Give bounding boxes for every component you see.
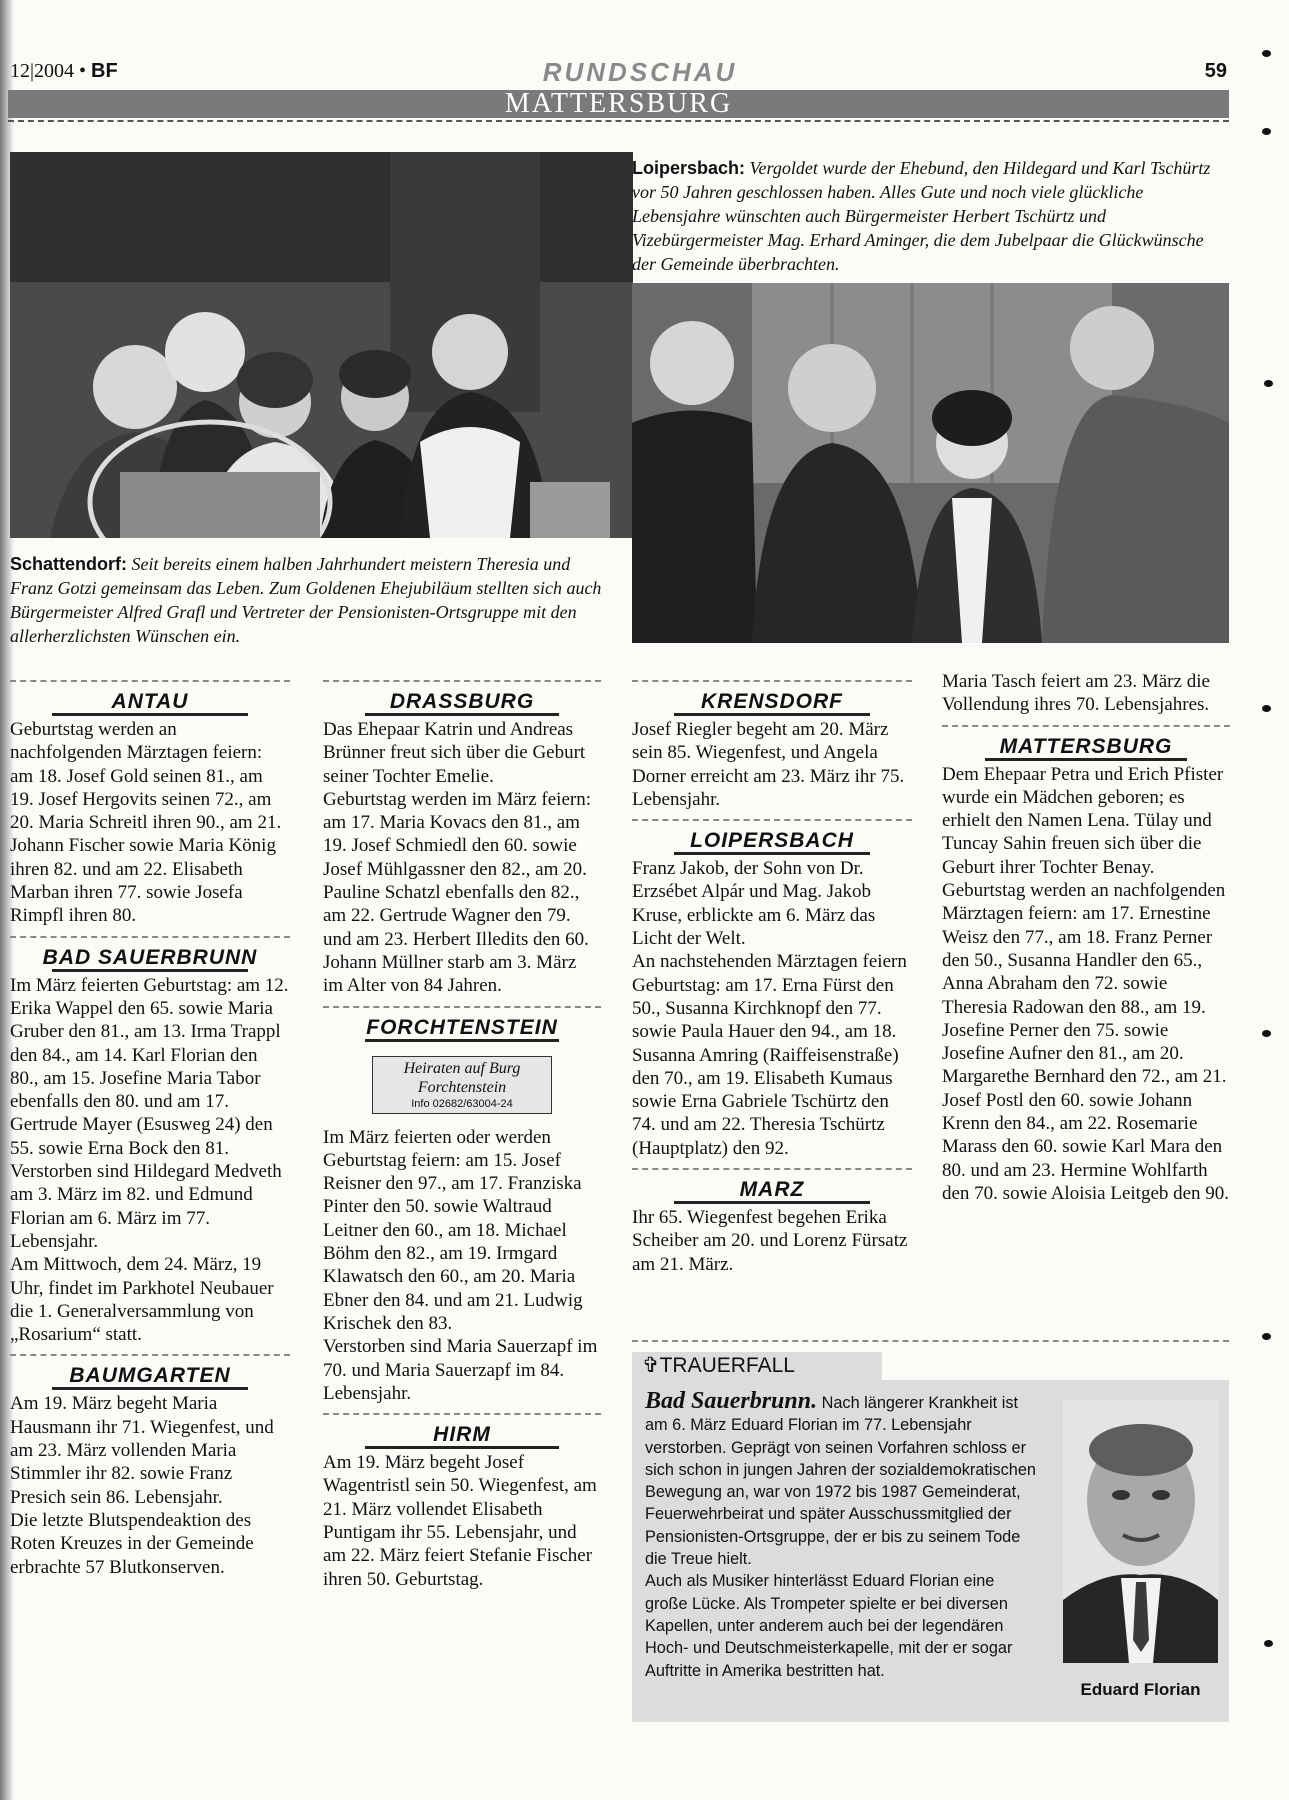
schattendorf-caption <box>10 552 615 648</box>
drassburg-text-2: Geburtstag werden im März feiern: am 17. Maria Kovacs den 81., am 19. Josef Schmiedl den 60. sowie Josef Mühlgassner den 82., am 20. Pauline Schatzl ebenfalls den 82., am 22. Gertrude Wagner den 79. und am 23. Herbert Illedits den 60. <box>323 788 592 950</box>
heading-krensdorf <box>632 680 912 716</box>
loipersbach-photo <box>632 283 1229 643</box>
issue-number: 12|2004 <box>10 60 75 82</box>
heading-baumgarten <box>10 1354 290 1390</box>
issue-label <box>10 60 118 83</box>
krensdorf-text: Josef Riegler begeht am 20. März sein 85. Wiegenfest, und Angela Dorner erreicht am 23. März ihr 75. Lebensjahr. <box>632 719 905 810</box>
issue-bullet: • <box>79 60 87 82</box>
castle-wedding-ad <box>372 1056 552 1114</box>
scan-mark <box>1262 50 1271 57</box>
drassburg-text-1: Das Ehepaar Katrin und Andreas Brünner freut sich über die Geburt seiner Tochter Emelie. <box>323 719 586 787</box>
heading-drassburg-label: DRASSBURG <box>384 690 540 713</box>
mattersburg-text-1: Dem Ehepaar Petra und Erich Pfister wurde ein Mädchen geboren; es erhielt den Namen Lena. Tülay und Tuncay Sahin freuen sich über die Geburt ihrer Tochter Benay. <box>942 763 1224 878</box>
schattendorf-photo <box>10 152 633 538</box>
loipersbach-caption-text: Vergoldet wurde der Ehebund, den Hildegard und Karl Tschürtz vor 50 Jahren geschlossen haben. Alles Gute und noch viele glückliche Lebensjahre wünschten auch Bürgermeister Herbert Tschürtz und Vizebürgermeister Mag. Erhard Aminger, die dem Jubelpaar die Glückwünsche der Gemeinde überbrachten. <box>632 158 1211 274</box>
schattendorf-caption-text: Seit bereits einem halben Jahrhundert meistern Theresia und Franz Gotzi gemeinsam das Leben. Zum Goldenen Ehejubiläum stellten sich auch Bürgermeister Alfred Grafl und Vertreter der Pensionisten-Ortsgruppe mit den allerherzlichsten Wünschen ein. <box>10 554 602 646</box>
heading-loipersbach-label: LOIPERSBACH <box>684 829 860 852</box>
column-2 <box>323 672 601 1591</box>
hirm-text: Am 19. März begeht Josef Wagentristl sein 50. Wiegenfest, am 21. März vollendet Elisabeth Puntigam ihr 55. Lebensjahr, und am 22. März feiert Stefanie Fischer ihren 50. Geburtstag. <box>323 1452 597 1590</box>
region-title: MATTERSBURG <box>504 88 733 119</box>
scan-mark <box>1262 705 1271 712</box>
ad-info: Info 02682/63004-24 <box>411 1097 513 1110</box>
heading-antau <box>10 680 290 716</box>
column-1 <box>10 672 290 1579</box>
heading-forchtenstein <box>323 1006 601 1042</box>
baumgarten-text-1: Am 19. März begeht Maria Hausmann ihr 71. Wiegenfest, und am 23. März vollenden Maria Stimmler ihr 82. sowie Franz Presich sein 86. Lebensjahr. <box>10 1393 274 1508</box>
heading-forchtenstein-label: FORCHTENSTEIN <box>360 1016 564 1039</box>
column-4 <box>942 670 1230 1205</box>
drassburg-text-3: Johann Müllner starb am 3. März im Alter von 84 Jahren. <box>323 951 577 997</box>
scan-mark <box>1264 1640 1273 1647</box>
marz-text: Ihr 65. Wiegenfest begehen Erika Scheiber am 20. und Lorenz Fürsatz am 21. März. <box>632 1207 908 1275</box>
heading-hirm <box>323 1413 601 1449</box>
heading-krensdorf-label: KRENSDORF <box>695 690 849 713</box>
heading-bad-sauerbrunn <box>10 936 290 972</box>
trauerfall-town: Bad Sauerbrunn. <box>645 1388 818 1414</box>
forchtenstein-text-2: Verstorben sind Maria Sauerzapf im 70. und Maria Sauerzapf im 84. Lebensjahr. <box>323 1336 598 1404</box>
loipersbach-text-1: Franz Jakob, der Sohn von Dr. Erzsébet Alpár und Mag. Jakob Kruse, erblickte am 6. März das Licht der Welt. <box>632 858 876 950</box>
region-banner <box>8 90 1229 118</box>
heading-marz <box>632 1168 912 1204</box>
loipersbach-text-2: An nachstehenden Märztagen feiern Geburtstag: am 17. Erna Fürst den 50., Susanna Kirchknopf den 77. sowie Paula Hauer den 94., am 18. Susanna Amring (Raiffeisenstraße) den 70., am 19. Elisabeth Kumaus sowie Erna Gabriele Tschürtz den 74. und am 22. Theresia Tschürtz (Hauptplatz) den 92. <box>632 951 907 1159</box>
header-divider <box>8 120 1229 122</box>
heading-mattersburg <box>942 725 1230 761</box>
baumgarten-text-2: Die letzte Blutspendeaktion des Roten Kreuzes in der Gemeinde erbrachte 57 Blutkonserven. <box>10 1509 254 1578</box>
mattersburg-text-2: Geburtstag werden an nachfolgenden Märztagen feiern: am 17. Ernestine Weisz den 77., am 18. Franz Perner den 50., Susanna Handler den 65., Anna Abraham den 72. sowie Theresia Radowan den 88., am 19. Josefine Perner den 75. sowie Josefine Aufner den 81., am 20. Margarethe Bernhard den 72., am 21. Josef Postl den 60. sowie Johann Krenn den 84., am 22. Rosemarie Marass den 60. sowie Karl Mara den 80. und am 23. Hermine Wohlfarth den 70. sowie Aloisia Leitgeb den 90. <box>942 880 1230 1204</box>
trauerfall-heading: ✞TRAUERFALL <box>632 1352 882 1380</box>
column-3 <box>632 672 912 1276</box>
scan-mark <box>1262 1030 1271 1037</box>
maria-tasch-text: Maria Tasch feiert am 23. März die Vollendung ihres 70. Lebensjahres. <box>942 671 1210 716</box>
bad-sauerbrunn-text-2: Verstorben sind Hildegard Medveth am 3. März im 82. und Edmund Florian am 6. März im 77. Lebensjahr. <box>10 1161 282 1252</box>
scan-mark <box>1262 1333 1271 1340</box>
heading-hirm-label: HIRM <box>427 1423 497 1446</box>
heading-loipersbach <box>632 819 912 855</box>
trauerfall-text <box>645 1390 1040 1682</box>
bad-sauerbrunn-text-1: Im März feierten Geburtstag: am 12. Erika Wappel den 65. sowie Maria Gruber den 81., am 13. Irma Trappl den 84., am 14. Karl Florian den 80., am 15. Josefine Maria Tabor ebenfalls den 80. und am 17. Gertrude Mayer (Esusweg 24) den 55. sowie Erna Bock den 81. <box>10 974 289 1159</box>
ad-line-1: Heiraten auf Burg <box>403 1059 521 1077</box>
portrait-caption: Eduard Florian <box>1080 1680 1201 1699</box>
page-number: 59 <box>1204 60 1227 82</box>
heading-antau-label: ANTAU <box>106 690 195 713</box>
trauerfall-text-2: Auch als Musiker hinterlässt Eduard Florian eine große Lücke. Als Trompeter spielte er bei diversen Kapellen, unter anderem auch bei der legendären Hoch- und Deutschmeisterkapelle, mit der er sogar Auftritte in Amerika bestritten hat. <box>645 1572 1013 1680</box>
eduard-florian-portrait <box>1063 1400 1218 1663</box>
bad-sauerbrunn-text-3: Am Mittwoch, dem 24. März, 19 Uhr, findet im Parkhotel Neubauer die 1. Generalversammlung von „Rosarium“ statt. <box>10 1254 274 1346</box>
schattendorf-caption-place: Schattendorf: <box>10 554 127 574</box>
heading-bad-sauerbrunn-label: BAD SAUERBRUNN <box>37 946 264 969</box>
section-title: RUNDSCHAU <box>542 57 738 87</box>
loipersbach-caption-place: Loipersbach: <box>632 158 746 178</box>
heading-baumgarten-label: BAUMGARTEN <box>63 1364 236 1387</box>
magazine-name: BF <box>91 60 118 82</box>
scan-mark <box>1262 128 1271 135</box>
trauerfall-divider <box>632 1340 1229 1342</box>
heading-mattersburg-label: MATTERSBURG <box>994 735 1179 758</box>
antau-text: Geburtstag werden an nachfolgenden Märztagen feiern: am 18. Josef Gold seinen 81., am 19. Josef Hergovits seinen 72., am 20. Maria Schreitl ihren 90., am 21. Johann Fischer sowie Maria König ihren 82. und am 22. Elisabeth Marban ihren 77. sowie Josefa Rimpfl ihren 80. <box>10 719 282 927</box>
heading-drassburg <box>323 680 601 716</box>
ad-line-2: Forchtenstein <box>417 1078 507 1096</box>
forchtenstein-text-1: Im März feierten oder werden Geburtstag feiern: am 15. Josef Reisner den 97., am 17. Franziska Pinter den 50. sowie Waltraud Leitner den 60., am 18. Michael Böhm den 82., am 19. Irmgard Klawatsch den 60., am 20. Maria Ebner den 84. und am 21. Ludwig Krischek den 83. <box>323 1126 583 1334</box>
scan-mark <box>1264 380 1273 387</box>
loipersbach-caption <box>632 156 1230 276</box>
heading-marz-label: MARZ <box>734 1178 811 1201</box>
trauerfall-text-1: Nach längerer Krankheit ist am 6. März Eduard Florian im 77. Lebensjahr verstorben. Geprägt von seinen Vorfahren schloss er sich schon in jungen Jahren der sozialdemokratischen Bewegung an, war von 1972 bis 1987 Gemeinderat, Feuerwehrbeirat und später Ausschussmitglied der Pensionisten-Ortsgruppe, der er bis zu seinem Tode die Treue hielt. <box>645 1394 1036 1569</box>
